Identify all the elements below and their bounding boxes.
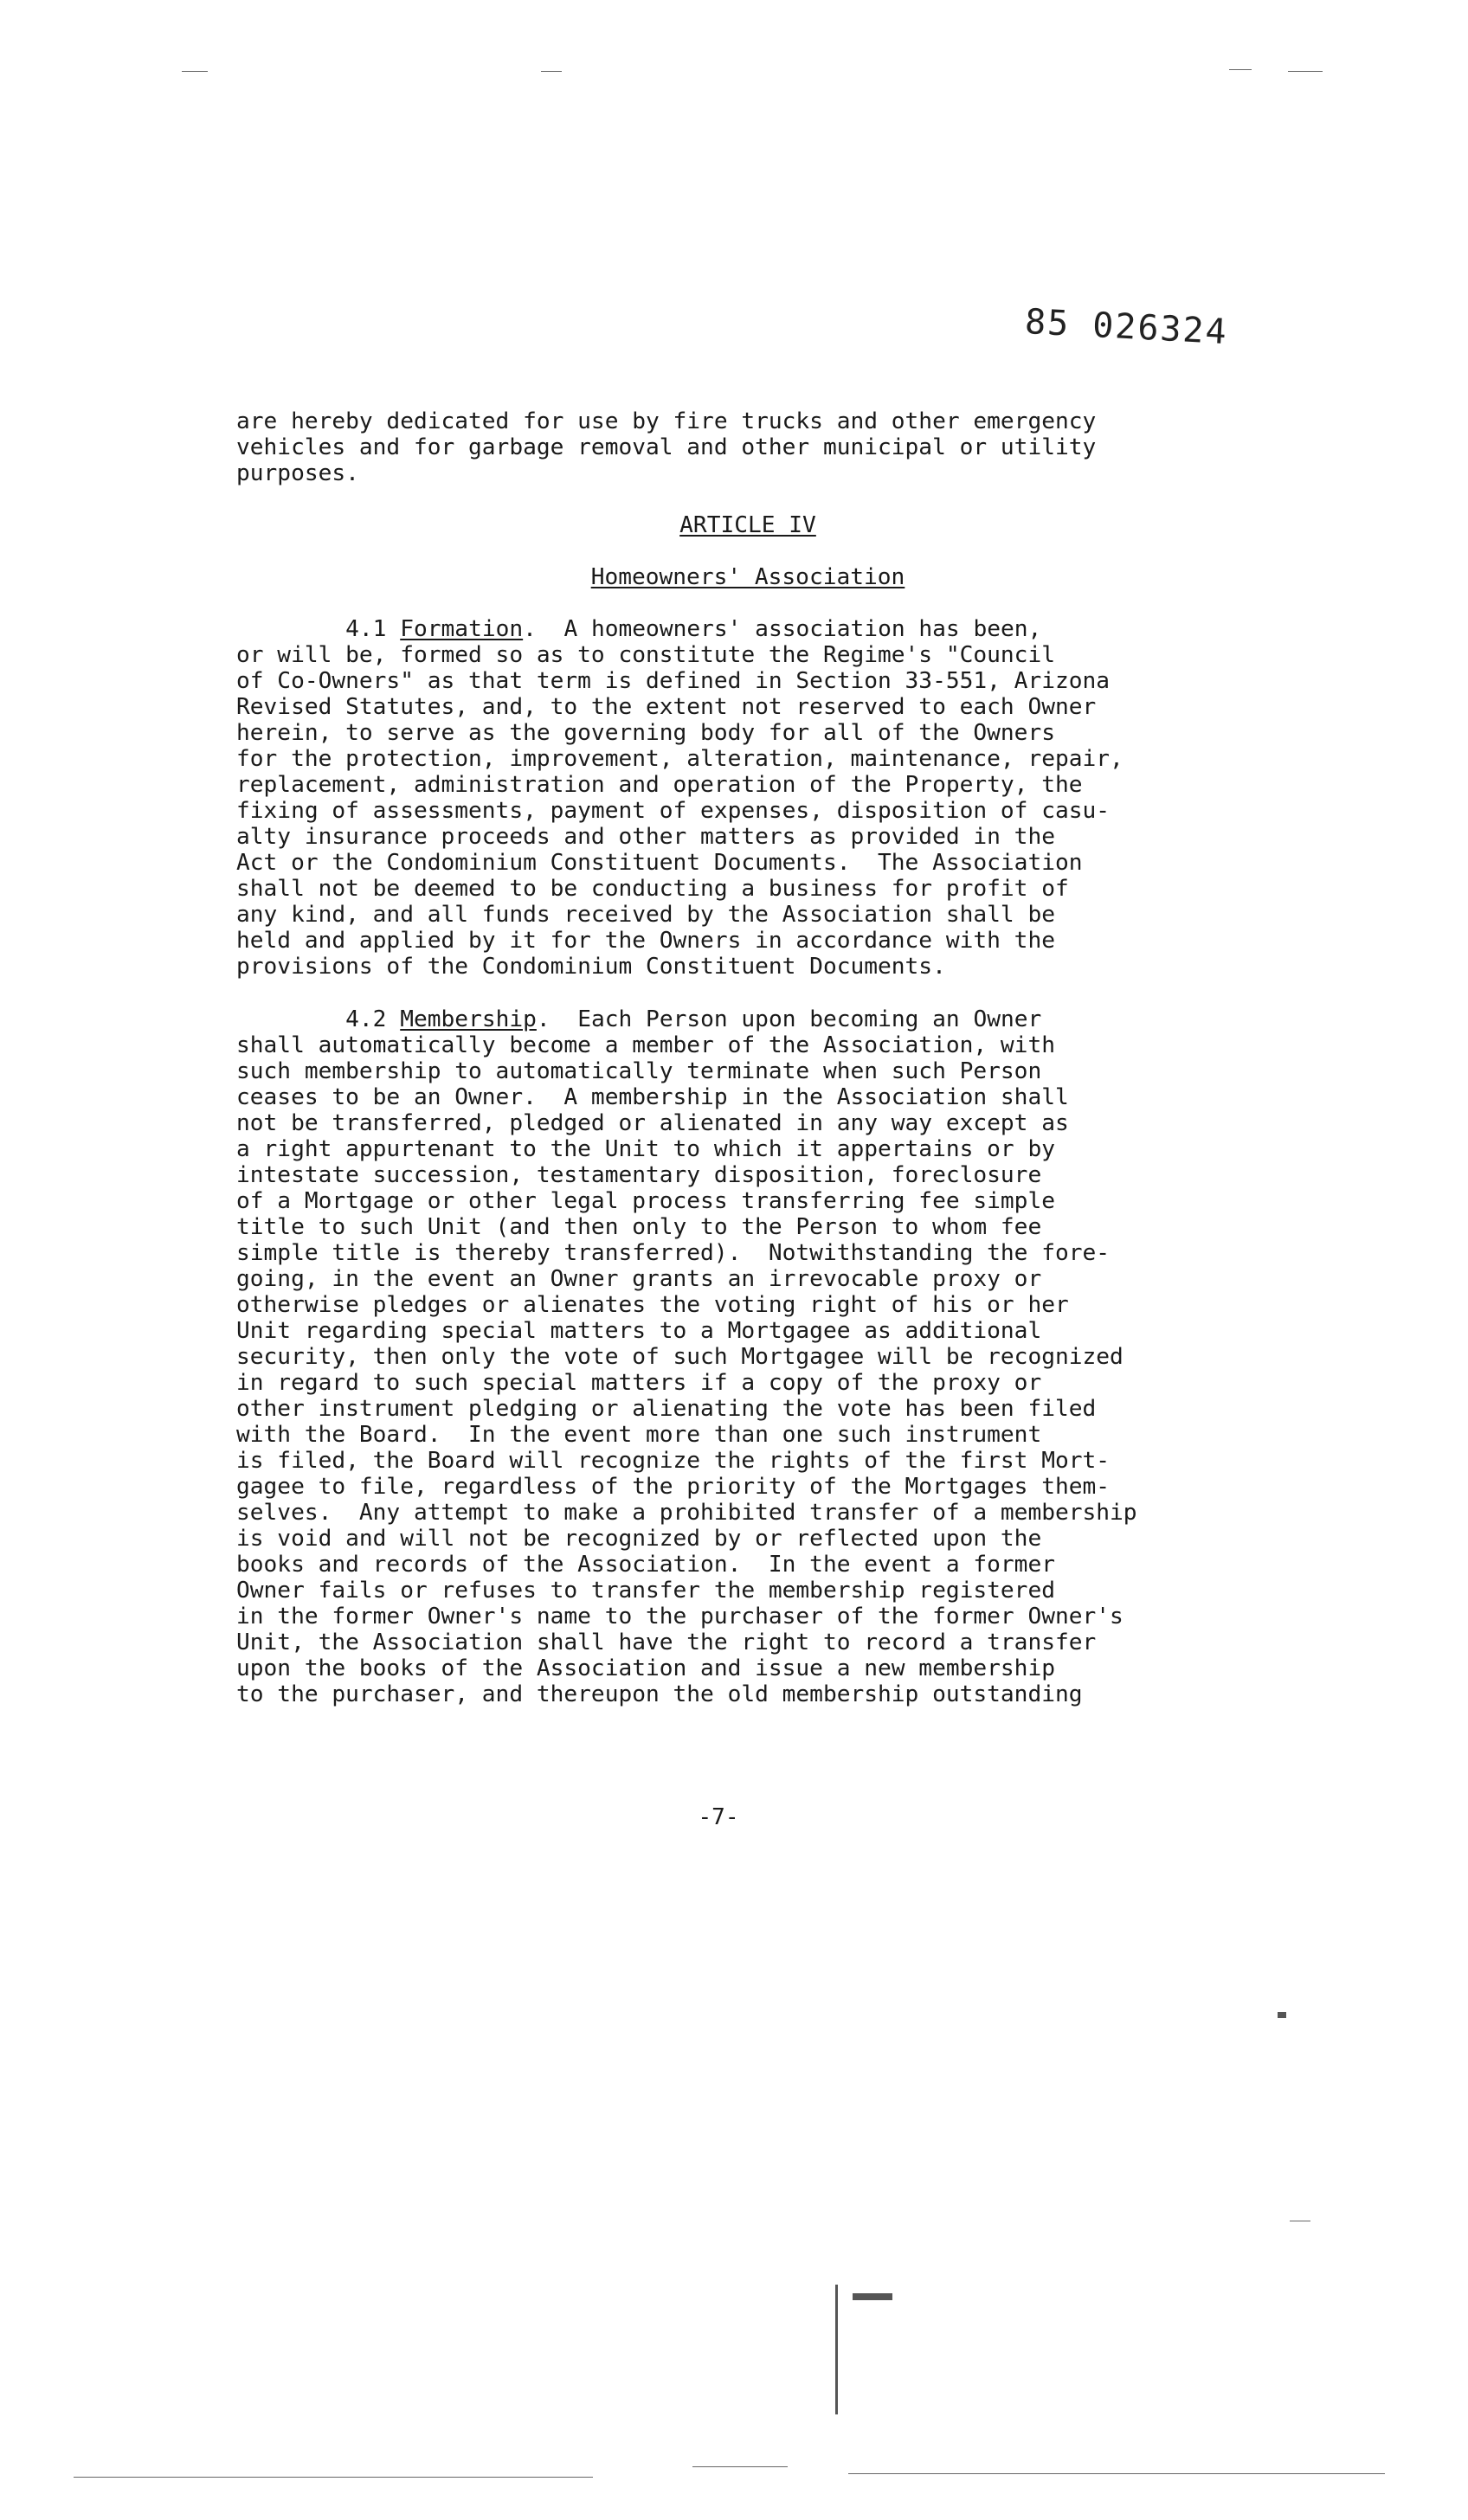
- intro-paragraph: [236, 408, 1259, 486]
- scan-artifact-top: [1229, 69, 1252, 70]
- scan-artifact-mark: [1278, 2012, 1286, 2018]
- section-title: Formation: [400, 616, 524, 642]
- scan-artifact-top: [541, 71, 562, 72]
- scan-artifact-top: [182, 71, 208, 72]
- page-number: -7-: [698, 1804, 739, 1830]
- section-number: 4.1: [345, 616, 387, 642]
- scan-artifact-mark: [835, 2285, 838, 2414]
- section-title: Membership: [400, 1006, 537, 1032]
- scan-artifact-bottom: [74, 2477, 593, 2478]
- section-4-1: 4.1 Formation. A homeowners' association has been, or will be, formed so as to constitute the Regime's "Council of Co-Owners" as that term is defined in Section 33-551, Arizona Revised Statutes, and, to the extent not reserved to each Owner herein, to serve as the governing body for all of the Owners for the protection, improvement, alteration, maintenance, repair, replacement, administration and operation of the Property, the fixing of assessments, payment of expenses, disposition of casu- alty insurance proceeds and other matters as provided in the Act or the Condominium Constituent Documents. The Association shall not be deemed to be conducting a business for profit of any kind, and all funds received by the Association shall be held and applied by it for the Owners in accordance with the provisions of the Condominium Constituent Documents.: [236, 616, 1124, 980]
- intro-line: purposes.: [236, 460, 359, 486]
- scan-artifact-mark: [853, 2293, 892, 2300]
- scan-artifact-top: [1288, 71, 1323, 72]
- scan-artifact-bottom: [848, 2473, 1385, 2474]
- intro-line: are hereby dedicated for use by fire trucks and other emergency: [236, 408, 1097, 434]
- article-heading: ARTICLE IV: [679, 512, 816, 538]
- intro-line: vehicles and for garbage removal and other municipal or utility: [236, 434, 1097, 460]
- article-title: Homeowners' Association: [590, 564, 905, 590]
- recording-number: 85 026324: [1023, 301, 1229, 353]
- section-number: 4.2: [345, 1006, 387, 1032]
- section-4-2: 4.2 Membership. Each Person upon becoming an Owner shall automatically become a member of the Association, with such membership to automatically terminate when such Person ceases to be an Owner. A membership in the Association shall not be transferred, pledged or alienated in any way except as a right appurtenant to the Unit to which it appertains or by intestate succession, testamentary disposition, foreclosure of a Mortgage or other legal process transferring fee simple title to such Unit (and then only to the Person to whom fee simple title is thereby transferred). Notwithstanding the fore- going, in the event an Owner grants an irrevocable proxy or otherwise pledges or alienates the voting right of his or her Unit regarding special matters to a Mortgagee as additional security, then only the vote of such Mortgagee will be recognized in regard to such special matters if a copy of the proxy or other instrument pledging or alienating the vote has been filed with the Board. In the event more than one such instrument is filed, the Board will recognize the rights of the first Mort- gagee to file, regardless of the priority of the Mortgages them- selves. Any attempt to make a prohibited transfer of a membership is void and will not be recognized by or reflected upon the books and records of the Association. In the event a former Owner fails or refuses to transfer the membership registered in the former Owner's name to the purchaser of the former Owner's Unit, the Association shall have the right to record a transfer upon the books of the Association and issue a new membership to the purchaser, and thereupon the old membership outstanding: [236, 1006, 1137, 1707]
- scan-artifact-bottom: [692, 2466, 788, 2467]
